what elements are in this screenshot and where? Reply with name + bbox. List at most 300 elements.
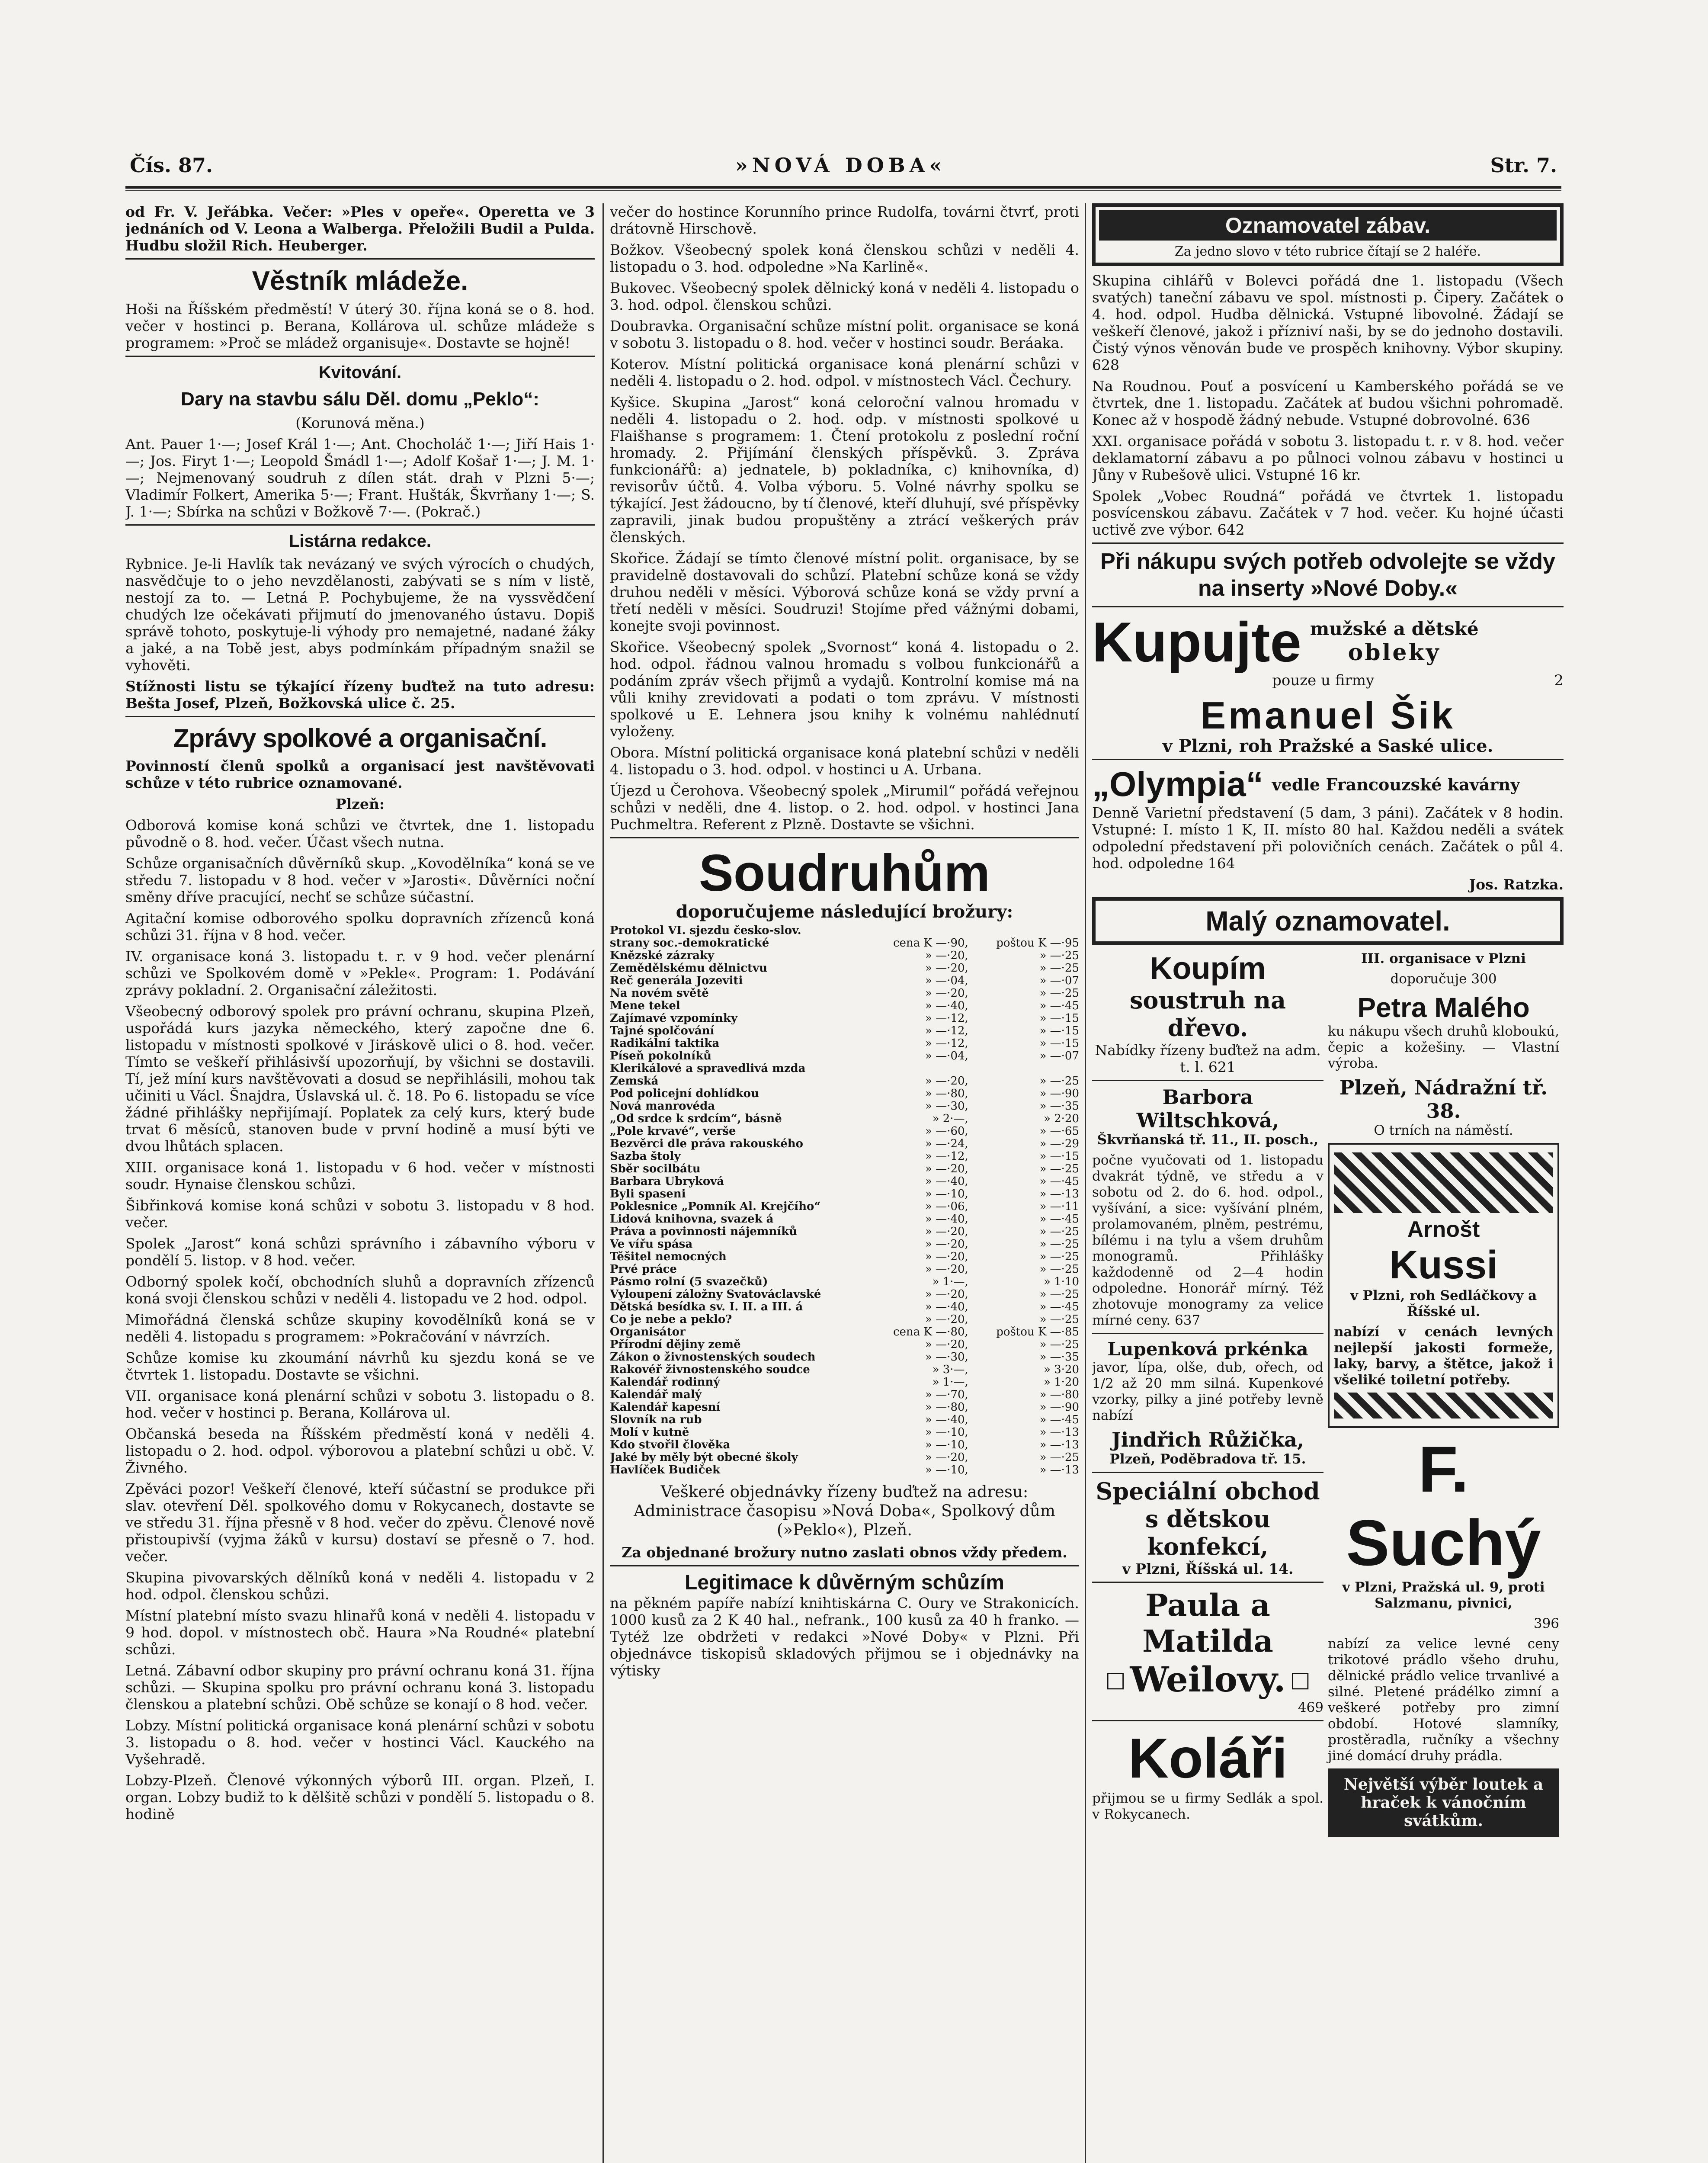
booklist-row (610, 1439, 1079, 1451)
book-price: » —·10, (925, 1439, 968, 1451)
divider (1092, 1720, 1323, 1721)
book-postage: » —·90 (1039, 1401, 1079, 1414)
booklist-row (610, 1313, 1079, 1326)
book-title: Řeč generála Jozeviti (610, 975, 743, 987)
booklist-row (610, 1376, 1079, 1389)
kupujte-title: Kupujte (1092, 610, 1301, 674)
book-title: Prvé práce (610, 1263, 677, 1276)
booklist-row (610, 1426, 1079, 1439)
petra-address2: O trních na náměstí. (1374, 1123, 1513, 1138)
kupujte-small1: mužské a dětské (1310, 618, 1479, 639)
book-postage: » —·15 (1039, 1025, 1079, 1037)
section-title-zpravy: Zprávy spolkové a organisační. (173, 724, 547, 753)
suchy-address: v Plzni, Pražská ul. 9, proti Salzmanu, pivnici, (1342, 1579, 1545, 1611)
olympia-ad (1092, 764, 1564, 893)
zpravy-item: Občanská beseda na Říšském předměstí koná v neděli 4. listopadu o 2. hod. odpol. výborovou a platební schůzi u obč. V. Živného. (125, 1425, 595, 1476)
kupujte-only: pouze u firmy (1272, 672, 1375, 689)
booklist-row (610, 1364, 1079, 1376)
booklist-row (610, 1175, 1079, 1188)
zpravy-item: Spolek „Jarost“ koná schůzi správního i zábavního výboru v pondělí 5. listop. v 8 hod. večer. (125, 1235, 595, 1269)
book-price: » 1·—, (932, 1376, 968, 1389)
suchy-text: nabízí za velice levné ceny trikotové prádlo všeho druhu, dělnické prádlo velice trvanlivé a silné. Pletené prádélko zimní a veškeré potřeby pro zimní období. Hotové slamníky, prostěradla, ručníky a všechny jiné domácí druhy prádla. (1328, 1636, 1559, 1764)
book-price: » —·20, (925, 1163, 968, 1175)
column-divider (602, 203, 604, 2163)
book-title: Molí v kutně (610, 1426, 689, 1439)
book-price: » —·04, (925, 975, 968, 987)
book-price: » —·20, (925, 1226, 968, 1238)
zpravy-item: VII. organisace koná plenární schůzi v sobotu 3. listopadu o 8. hod. večer v hostinci p. Berana, Kollárova ul. (125, 1387, 595, 1421)
booklist-row (610, 1213, 1079, 1226)
zpravy-item: Mimořádná členská schůze skupiny kovodělníků koná se v neděli 4. listopadu s programem: »Pokračování v návrzích. (125, 1311, 595, 1345)
book-title: Práva a povinnosti nájemníků (610, 1226, 798, 1238)
zpravy-item: XIII. organisace koná 1. listopadu v 6 hod. večer v místnosti soudr. Hynaise členskou schůzi. (125, 1159, 595, 1193)
book-title: Zemská (610, 1075, 659, 1088)
jindrich-name: Jindřich Růžička, (1112, 1428, 1304, 1451)
book-postage: » —·65 (1039, 1125, 1079, 1138)
book-title: Kalendář rodinný (610, 1376, 720, 1389)
booklist-row (610, 1088, 1079, 1100)
club-news-item: večer do hostince Korunního prince Rudolfa, továrni čtvrť, proti drátovně Hirschově. (610, 203, 1079, 237)
section-title-kvitovani: Kvitování. (318, 363, 402, 382)
orders-note: Za objednané brožury nutno zaslati obnos vždy předem. (622, 1544, 1067, 1561)
book-price: » —·20, (925, 1313, 968, 1326)
legitimace-title: Legitimace k důvěrným schůzím (685, 1571, 1004, 1594)
book-title: Pod policejní dohlídkou (610, 1088, 759, 1100)
book-title: „Od srdce k srdcím“, básně (610, 1113, 782, 1125)
book-postage: » 1·20 (1043, 1376, 1079, 1389)
book-title: Jaké by měly být obecné školy (610, 1451, 798, 1464)
book-title: Přírodní dějiny země (610, 1338, 741, 1351)
book-postage: » —·15 (1039, 1012, 1079, 1025)
book-price: » —·20, (925, 1451, 968, 1464)
book-title: Ve vířu spása (610, 1238, 693, 1251)
booklist-row (610, 1238, 1079, 1251)
special-title: Speciální obchod s dětskou konfekcí, (1096, 1477, 1320, 1560)
booklist-row (610, 1200, 1079, 1213)
book-title: Bezvěrci dle práva rakouského (610, 1138, 804, 1150)
book-title: Kalendář kapesní (610, 1401, 721, 1414)
divider (610, 837, 1079, 838)
oznamovatel-item: Na Roudnou. Pouť a posvícení u Kamberského pořádá se ve čtvrtek, dne 1. listopadu. Začátek ať budou všichni pohromadě. Konec až v hospodě žádný nebude. Vstupné dobrovolné. 636 (1092, 378, 1564, 428)
booklist-row (610, 1338, 1079, 1351)
arnost-address: v Plzni, roh Sedláčkovy a Říšské ul. (1350, 1288, 1537, 1319)
barbora-name: Barbora Wiltschková, (1136, 1085, 1279, 1132)
book-title: Vyloupení záložny Svatováclavské (610, 1288, 821, 1301)
book-title: Zákon o živnostenských soudech (610, 1351, 816, 1364)
zpravy-item: Všeobecný odborový spolek pro právní ochranu, skupina Plzeň, uspořádá kurs jazyka německého, který započne dne 6. listopadu v místnosti spolkové v Jiráskově ulici o 8. hod. večer. Tímto se veškeří přihlásivší upozorňují, by všichni se dostavili. Tí, jež míní kurs navštěvovati a dosud se nepřihlásili, mohou tak učiniti u Václ. Šnajdra, Úslavská ul. č. 18. Po 6. listopadu se více žádné přihlášky nepřijímají. Poplatek za celý kurs, který bude trvat 6 měsíců, stanoven bude v první hodině a musí býti ve dvou lhůtách splacen. (125, 1003, 595, 1155)
booklist-row (610, 1025, 1079, 1037)
zpravy-item: Lobzy. Místní politická organisace koná plenární schůzi v sobotu 3. listopadu o 8. hod. večer v hostinci Václ. Kauckého na Vyšehradě. (125, 1717, 595, 1768)
booklist-row (610, 1389, 1079, 1401)
dary-text: Ant. Pauer 1·—; Josef Král 1·—; Ant. Chocholáč 1·—; Jiří Hais 1·—; Jos. Firyt 1·—; Leopold Šmádl 1·—; Adolf Košař 1·—; J. M. 1·—; Nejmenovaný soudruh z dílen stát. drah v Plzni 5·—; Vladimír Folkert, Amerika 5·—; Frant. Hušták, Škvrňany 1·—; S. J. 1·—; Sbírka na schůzi v Božkově 7·—. (Pokrač.) (125, 436, 595, 520)
divider (1092, 1080, 1323, 1081)
book-postage: » —·07 (1039, 975, 1079, 987)
issue-number: Čís. 87. (130, 154, 213, 177)
book-postage: » —·25 (1039, 962, 1079, 975)
booklist-row (610, 1276, 1079, 1288)
booklist-row (610, 937, 1079, 950)
book-postage: » —·15 (1039, 1150, 1079, 1163)
book-postage: » —·13 (1039, 1464, 1079, 1476)
column-middle (610, 203, 1079, 2163)
book-postage: » —·45 (1039, 1000, 1079, 1012)
book-price: » —·10, (925, 1426, 968, 1439)
olympia-text: Denně Varietní představení (5 dam, 3 páni). Začátek v 8 hodin. Vstupné: I. místo 1 K, II. místo 80 hal. Každou neděli a svátek odpolední představení při polovičních cenách. Začátek o půl 4. hod. odpoledne 164 (1092, 804, 1564, 872)
oznamovatel-item: Spolek „Vobec Roudná“ pořádá ve čtvrtek 1. listopadu posvícenskou zábavu. Začátek v 7 hod. večer. Ku hojné účasti uctivě zve výbor. 642 (1092, 488, 1564, 538)
book-price: » —·20, (925, 1238, 968, 1251)
book-price (868, 1062, 968, 1075)
book-postage: » —·35 (1039, 1100, 1079, 1113)
book-price: » —·20, (925, 950, 968, 962)
book-postage: » —·45 (1039, 1213, 1079, 1226)
petra-address: Plzeň, Nádražní tř. 38. (1339, 1076, 1548, 1123)
book-title: Těšitel nemocných (610, 1251, 727, 1263)
booklist-row (610, 1000, 1079, 1012)
book-title: Klerikálové a spravedlivá mzda (610, 1062, 806, 1075)
book-price: » —·60, (925, 1125, 968, 1138)
book-title: Byli spaseni (610, 1188, 686, 1200)
book-price: » 1·—, (932, 1276, 968, 1288)
book-title: Na novém světě (610, 987, 709, 1000)
kupujte-small2: obleky (1348, 639, 1441, 666)
booklist-row (610, 1075, 1079, 1088)
book-price: » —·24, (925, 1138, 968, 1150)
club-news-item: Kyšice. Skupina „Jarost“ koná celoroční valnou hromadu v neděli 4. listopadu o 2. hod. odp. v místnosti spolkové u Flaišhanse s programem: 1. Čtení protokolu z poslední roční hromady. 2. Přijímání členských příspěvků. 3. Zpráva funkcionářů: a) jednatele, b) pokladníka, c) knihovníka, d) revisorův účtů. 4. Volba výboru. 5. Volné návrhy spolku se týkající. Jest žádoucno, by tí členové, kteří dluhují, své příspěvky zapravili, jinak budou propuštěny a ztrácí veškerých práv členských. (610, 394, 1079, 546)
nakup-ad: Při nákupu svých potřeb odvolejte se vždy na inserty »Nové Doby.« (1100, 549, 1555, 601)
kolari-title: Koláři (1128, 1727, 1288, 1790)
book-postage: » —·25 (1039, 1313, 1079, 1326)
zpravy-item: Odborová komise koná schůzi ve čtvrtek, dne 1. listopadu původně o 8. hod. večer. Účast všech nutna. (125, 817, 595, 850)
oznamovatel-item: XXI. organisace pořádá v sobotu 3. listopadu t. r. v 8. hod. večer deklamatorní zábavu a po půlnoci volnou zábavu v hostinci u Jůny v Rubešově ulici. Vstupné 16 kr. (1092, 433, 1564, 483)
book-postage: » —·45 (1039, 1301, 1079, 1313)
soudruhum-subtitle: doporučujeme následující brožury: (676, 902, 1013, 922)
square-icon: □ (1290, 1667, 1311, 1692)
booklist-row (610, 1401, 1079, 1414)
book-postage: » —·07 (1039, 1050, 1079, 1062)
book-price: » —·04, (925, 1050, 968, 1062)
divider (1092, 606, 1564, 607)
club-news-item: Bukovec. Všeobecný spolek dělnický koná v neděli 4. listopadu o 3. hod. odpol. členskou schůzi. (610, 279, 1079, 313)
book-postage: » 1·10 (1043, 1276, 1079, 1288)
book-postage: » —·90 (1039, 1088, 1079, 1100)
dary-title: Dary na stavbu sálu Děl. domu „Peklo“: (181, 388, 539, 410)
book-postage: » —·25 (1039, 1288, 1079, 1301)
book-title: Kdo stvořil člověka (610, 1439, 731, 1451)
column-left (125, 203, 595, 2163)
book-price: cena K —·90, (893, 937, 968, 950)
weilovy-number: 469 (1298, 1700, 1323, 1715)
club-news-item: Koterov. Místní politická organisace koná plenární schůzi v neděli 4. listopadu o 2. hod. odpol. v místnostech Václ. Čechury. (610, 356, 1079, 389)
divider (125, 524, 595, 526)
zpravy-item: Letná. Zábavní odbor skupiny pro právní ochranu koná 31. října schůzi. — Skupina spolku pro právní ochranu koná 3. listopadu členskou a platební schůzi. Obě schůze se konají o 8 hod. večer. (125, 1662, 595, 1713)
decorative-pattern (1334, 1393, 1553, 1418)
booklist-row (610, 1451, 1079, 1464)
listarna-text: Rybnice. Je-li Havlík tak nevázaný ve svých výrocích o chudých, nasvědčuje to o jeho nevzdělanosti, zabývati se s ním v listě, nestojí za to. — Letná P. Pochybujeme, že na vyssvědčení chudých lze očekávati přijmutí do jmenovaného ústavu. Dopiš správě tohoto, poskytuje-li výhody pro nemajetné, nadané žáky a jaké, a na Tobě jest, abys podmínkám případným snažil se vyhověti. (125, 555, 595, 674)
book-title: Zajímavé vzpomínky (610, 1012, 737, 1025)
page-header (130, 154, 1557, 184)
column-right (1092, 203, 1564, 2163)
book-price: » —·10, (925, 1464, 968, 1476)
book-postage: » —·25 (1039, 1226, 1079, 1238)
header-rule-thin (125, 190, 1561, 191)
lupenkova-text: javor, lípa, olše, dub, ořech, od 1/2 až 20 mm silná. Kupenkové vzorky, pilky a jiné potřeby levně nabízí (1092, 1360, 1323, 1423)
booklist-row (610, 1113, 1079, 1125)
book-price: » —·20, (925, 962, 968, 975)
book-title: Barbara Ubryková (610, 1175, 724, 1188)
booklist-row (610, 1150, 1079, 1163)
book-price: cena K —·80, (893, 1326, 968, 1338)
oznamovatel-list (1092, 272, 1564, 538)
book-postage: poštou K —·95 (996, 937, 1079, 950)
soustruh-text: Nabídky řízeny buďtež na adm. t. l. 621 (1095, 1042, 1321, 1075)
divider (1092, 1582, 1323, 1583)
booklist-row (610, 1251, 1079, 1263)
petra-title: Petra Malého (1357, 992, 1530, 1023)
book-title: Organisátor (610, 1326, 686, 1338)
booklist-row (610, 975, 1079, 987)
book-postage: » —·25 (1039, 1251, 1079, 1263)
suchy-number: 396 (1533, 1616, 1559, 1631)
book-price: » —·12, (925, 1150, 968, 1163)
zpravy-item: Odborný spolek kočí, obchodních sluhů a dopravních zřízenců koná svoji členskou schůzi v neděli 4. listopadu ve 2 hod. odpol. (125, 1273, 595, 1307)
book-title: Tajné spolčování (610, 1025, 715, 1037)
book-price: » —·80, (925, 1401, 968, 1414)
zpravy-item: Skupina pivovarských dělníků koná v neděli 4. listopadu v 2 hod. odpol. členskou schůzi. (125, 1569, 595, 1603)
book-title: Dětská besídka sv. I. II. a III. á (610, 1301, 803, 1313)
book-price (868, 924, 968, 937)
arnost-name: Arnošt (1407, 1217, 1480, 1242)
kolari-text: přijmou se u firmy Sedlák a spol. v Rokycanech. (1092, 1791, 1323, 1822)
olympia-signature: Jos. Ratzka. (1469, 876, 1564, 893)
oznamovatel-title: Oznamovatel zábav. (1099, 210, 1557, 241)
small-ads-right (1328, 951, 1559, 1837)
dary-subtitle: (Korunová měna.) (295, 414, 425, 431)
book-title: Nová manrovéda (610, 1100, 715, 1113)
kupujte-ad (1092, 612, 1564, 754)
book-price: » —·20, (925, 1251, 968, 1263)
booklist-row (610, 1012, 1079, 1025)
zpravy-item: Agitační komise odborového spolku dopravních zřízenců koná schůzi 31. října v 8 hod. večer. (125, 910, 595, 944)
book-title: Rakovéř živnostenského soudce (610, 1364, 810, 1376)
booklist-row (610, 1062, 1079, 1075)
club-news-item: Božkov. Všeobecný spolek koná členskou schůzi v neděli 4. listopadu o 3. hod. odpoledne »Na Karlině«. (610, 241, 1079, 275)
booklist-row (610, 1163, 1079, 1175)
book-price: » —·06, (925, 1200, 968, 1213)
book-postage: » —·29 (1039, 1138, 1079, 1150)
soudruhum-title: Soudruhům (699, 844, 990, 902)
divider (1092, 542, 1564, 544)
divider (125, 716, 595, 717)
booklist-row (610, 1351, 1079, 1364)
book-postage: » —·45 (1039, 1175, 1079, 1188)
booklist-row (610, 1263, 1079, 1276)
divider (1092, 759, 1564, 760)
booklist-row (610, 1301, 1079, 1313)
page-number: Str. 7. (1490, 154, 1557, 177)
book-postage: » —·13 (1039, 1188, 1079, 1200)
booklist-row (610, 1125, 1079, 1138)
book-price: » —·20, (925, 987, 968, 1000)
club-news-item: Skořice. Všeobecný spolek „Svornost“ koná 4. listopadu o 2. hod. odpol. řádnou valnou hromadu s volbou funkcionářů a podáním zpráv všech přijmů a vydajů. Kontrolní komise má na vůli knihy zrevidovati a podati o tom zprávu. V místnosti spolkové u E. Lehnera jsou knihy k volnému nahlédnutí vyloženy. (610, 639, 1079, 740)
book-postage: poštou K —·85 (996, 1326, 1079, 1338)
book-postage: » —·25 (1039, 1163, 1079, 1175)
book-price: » —·40, (925, 1301, 968, 1313)
booklist-row (610, 1100, 1079, 1113)
zpravy-item: Šibřinková komise koná schůzi v sobotu 3. listopadu v 8 hod. večer. (125, 1197, 595, 1231)
book-title: Pásmo rolní (5 svazečků) (610, 1276, 768, 1288)
book-title: Knězské zázraky (610, 950, 715, 962)
zpravy-item: Schůze organisačních důvěrníků skup. „Kovodělníka“ koná se ve středu 7. listopadu v 8 hod. večer v »Jarosti«. Důvěrníci noční směny dříve pracující, nechť se schůze súčastní. (125, 855, 595, 905)
book-postage: » —·45 (1039, 1414, 1079, 1426)
vestnik-text: Hoši na Říšském předměstí! V úterý 30. října koná se o 8. hod. večer v hostinci p. Berana, Kollárova ul. schůze mládeže s programem: »Proč se mládež organisuje«. Dostavte se hojně! (125, 301, 595, 351)
booklist-row (610, 1226, 1079, 1238)
book-postage: » —·11 (1039, 1200, 1079, 1213)
zpravy-list (125, 817, 595, 1823)
booklist-row (610, 1050, 1079, 1062)
small-ads-grid (1092, 951, 1564, 1837)
book-postage (968, 1062, 1079, 1075)
book-price: » —·30, (925, 1100, 968, 1113)
book-postage: » 2·20 (1043, 1113, 1079, 1125)
club-news-item: Újezd u Čerohova. Všeobecný spolek „Mirumil“ pořádá veřejnou schůzi v neděli, dne 4. listop. o 2. hod. odpol. v hostinci Jana Puchmeltra. Referent z Plzně. Dostavte se všichni. (610, 782, 1079, 833)
booklist-row (610, 1326, 1079, 1338)
book-title: Mene tekel (610, 1000, 680, 1012)
olympia-subtitle: vedle Francouzské kavárny (1272, 774, 1520, 794)
book-title: Zemědělskému dělnictvu (610, 962, 768, 975)
booklist-row (610, 950, 1079, 962)
olympia-name: „Olympia“ (1092, 765, 1263, 803)
zpravy-lead: Povinností členů spolků a organisací jest navštěvovati schůze v této rubrice oznamované. (125, 757, 595, 791)
book-title: Píseň pokolníků (610, 1050, 712, 1062)
petra-text: ku nákupu všech druhů kloboukú, čepic a kožešiny. — Vlastní výroba. (1328, 1024, 1559, 1071)
sik-name: Emanuel Šik (1200, 694, 1455, 737)
soustruh-title: soustruh na dřevo. (1129, 986, 1286, 1042)
book-price: » —·40, (925, 1175, 968, 1188)
suchy-name: F. Suchý (1346, 1433, 1541, 1579)
book-postage: » —·25 (1039, 1263, 1079, 1276)
barbora-text: počne vyučovati od 1. listopadu dvakrát týdně, ve středu a v sobotu od 2. do 6. hod. odpol., vyšívání, a sice: vyšívání plném, prolamovaném, plněm, pestrému, bílému i na tylu a všem druhům monogramů. Přihlášky každodenně od 2—4 hodin odpoledne. Honorář mírný. Též zhotovuje monogramy za velice mírné ceny. 637 (1092, 1152, 1323, 1328)
booklist-row (610, 1464, 1079, 1476)
book-postage: » —·25 (1039, 987, 1079, 1000)
divider (610, 1565, 1079, 1566)
header-rule (125, 186, 1561, 189)
square-icon: □ (1105, 1667, 1126, 1692)
listarna-address: Stížnosti listu se týkající řízeny buďtež na tuto adresu: Bešta Josef, Plzeň, Božkovská ulice č. 25. (125, 678, 595, 712)
weilovy-name: Weilovy. (1130, 1659, 1286, 1700)
book-title: Poklesnice „Pomník Al. Krejčího“ (610, 1200, 821, 1213)
book-title: strany soc.-demokratické (610, 937, 769, 950)
book-postage: » —·25 (1039, 1338, 1079, 1351)
zpravy-item: Místní platební místo svazu hlinařů koná v neděli 4. listopadu v 9 hod. dopol. v místnostech obč. Haura »Na Roudné« platební schůzi. (125, 1607, 595, 1658)
section-title-vestnik: Věstník mládeže. (252, 266, 468, 296)
booklist-row (610, 1414, 1079, 1426)
zpravy-item: IV. organisace koná 3. listopadu t. r. v 9 hod. večer plenární schůzi ve Spolkovém domě v »Pekle«. Program: 1. Podávání zprávy pokladní. 2. Organisační záležitosti. (125, 948, 595, 998)
decorative-pattern (1334, 1152, 1553, 1213)
book-postage (968, 924, 1079, 937)
divider (125, 356, 595, 357)
book-title: Sběr socilbátu (610, 1163, 701, 1175)
book-postage: » 3·20 (1043, 1364, 1079, 1376)
book-price: » —·20, (925, 1338, 968, 1351)
orders-text: Veškeré objednávky řízeny buďtež na adresu: Administrace časopisu »Nová Doba«, Spolkový dům (»Peklo«), Plzeň. (634, 1483, 1055, 1539)
book-title: Co je nebe a peklo? (610, 1313, 732, 1326)
book-postage: » —·35 (1039, 1351, 1079, 1364)
book-price: » —·20, (925, 1263, 968, 1276)
suchy-footer: Největší výběr loutek a hraček k vánočním svátkům. (1328, 1768, 1559, 1837)
book-price: » —·12, (925, 1025, 968, 1037)
intro-text: od Fr. V. Jeřábka. Večer: »Ples v opeře«. Operetta ve 3 jednáních od V. Leona a Walberga. Přeložili Budil a Pulda. Hudbu složil Rich. Heuberger. (125, 203, 595, 254)
booklist-row (610, 1138, 1079, 1150)
book-title: „Pole krvavé“, verše (610, 1125, 736, 1138)
book-price: » 3·—, (932, 1364, 968, 1376)
book-price: » —·30, (925, 1351, 968, 1364)
zpravy-item: Zpěváci pozor! Veškeří členové, kteří súčastní se produkce při slav. otevření Děl. spolkového domu v Rokycanech, dostavte se ve středu 31. října přesně v 8 hod. večer do zpěvu. Členové nově přistoupivší (vyjma žáků v kursu) dostaví se přesně o 7. hod. večer. (125, 1480, 595, 1565)
book-price: » —·40, (925, 1414, 968, 1426)
zpravy-item: Schůze komise ku zkoumání návrhů ku sjezdu koná se ve čtvrtek 1. listopadu. Dostavte se všichni. (125, 1349, 595, 1383)
booklist-row (610, 987, 1079, 1000)
zpravy-item: Lobzy-Plzeň. Členové výkonných výborů III. organ. Plzeň, I. organ. Lobzy budiž to k dělšitě schůzi v pondělí 5. listopadu o 8. hodině (125, 1772, 595, 1823)
book-title: Protokol VI. sjezdu česko-slov. (610, 924, 801, 937)
booklist-row (610, 924, 1079, 937)
paula-matilda: Paula a Matilda (1142, 1587, 1273, 1659)
barbora-address: Škvrňanská tř. 11., II. posch., (1097, 1132, 1319, 1148)
book-postage: » —·13 (1039, 1426, 1079, 1439)
book-postage: » —·13 (1039, 1439, 1079, 1451)
booklist-row (610, 1188, 1079, 1200)
arnost-text: nabízí v cenách levných nejlepší jakosti formeže, laky, barvy, a štětce, jakož i všeliké toiletní potřeby. (1334, 1324, 1553, 1388)
column-divider (1085, 203, 1086, 2163)
kupujte-number: 2 (1554, 672, 1564, 689)
divider (125, 258, 595, 260)
book-title: Havlíček Budiček (610, 1464, 721, 1476)
arnost-name2: Kussi (1389, 1243, 1498, 1287)
oznamovatel-item: Skupina cihlářů v Bolevci pořádá dne 1. listopadu (Všech svatých) taneční zábavu ve spol. místnosti p. Čipery. Začátek o 4. hod. odpol. Hudba dělnická. Vstupné libovolné. Žádají se veškeří členové, jakož i přízniví naši, by se do jednoho dostavili. Čistý výnos věnován bude ve prospěch knihovny. Výbor skupiny. 628 (1092, 272, 1564, 373)
book-price: » —·40, (925, 1213, 968, 1226)
legitimace-text: na pěkném papíře nabízí knihtiskárna C. Oury ve Strakonicích. 1000 kusů za 2 K 40 hal., nefrank., 100 kusů za 40 h franko. — Tytéž lze obdržeti v redakci »Nové Doby« v Plzni. Při objednávce tiskopisů skladových přijmou se i objednávky na výtisky (610, 1595, 1079, 1679)
booklist-row (610, 1037, 1079, 1050)
club-news-item: Obora. Místní politická organisace koná platební schůzi v neděli 4. listopadu o 3. hod. odpol. v hostinci u A. Urbana. (610, 744, 1079, 778)
club-news-item: Doubravka. Organisační schůze místní polit. organisace se koná v sobotu 3. listopadu o 8. hod. večer v hostinci soudr. Beráaka. (610, 318, 1079, 351)
book-price: » —·10, (925, 1188, 968, 1200)
lupenkova-title: Lupenková prkénka (1107, 1338, 1308, 1360)
book-price: » —·20, (925, 1075, 968, 1088)
club-news-list (610, 203, 1079, 833)
plzen-label: Plzeň: (335, 796, 385, 812)
newspaper-title: »NOVÁ DOBA« (735, 154, 946, 177)
arnost-ad (1328, 1143, 1559, 1428)
book-price: » —·20, (925, 1288, 968, 1301)
maly-oznamovatel-title: Malý oznamovatel. (1097, 902, 1558, 940)
divider (1092, 1472, 1323, 1473)
book-title: Kalendář malý (610, 1389, 702, 1401)
book-postage: » —·25 (1039, 1451, 1079, 1464)
book-price: » —·12, (925, 1012, 968, 1025)
book-price: » 2·—, (932, 1113, 968, 1125)
org-title: III. organisace v Plzni (1361, 951, 1526, 966)
book-postage: » —·25 (1039, 950, 1079, 962)
book-title: Sazba štoly (610, 1150, 681, 1163)
section-title-listarna: Listárna redakce. (288, 532, 432, 551)
book-postage: » —·15 (1039, 1037, 1079, 1050)
koupim-title: Koupím (1150, 951, 1266, 986)
oznamovatel-box (1092, 203, 1564, 266)
book-price: » —·12, (925, 1037, 968, 1050)
jindrich-address: Plzeň, Poděbradova tř. 15. (1109, 1451, 1306, 1467)
oznamovatel-subtitle: Za jedno slovo v této rubrice čítají se 2 haléře. (1174, 244, 1481, 259)
maly-oznamovatel-box (1092, 897, 1564, 945)
book-title: Radikální taktika (610, 1037, 720, 1050)
book-price: » —·70, (925, 1389, 968, 1401)
